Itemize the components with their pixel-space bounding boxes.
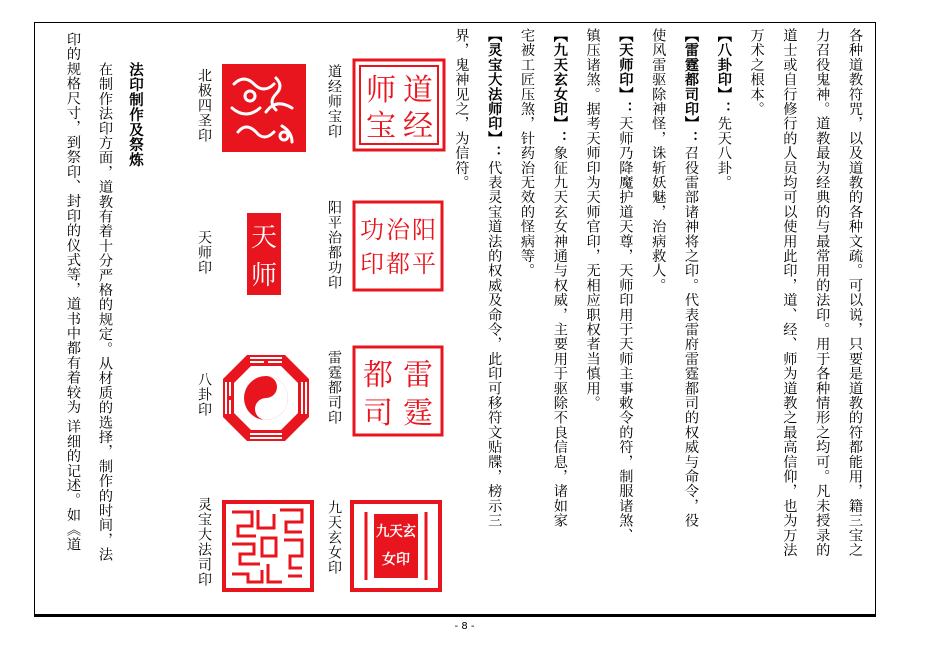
seal-name-label: 【雷霆都司印】： [683,28,699,146]
seal-beiji [220,62,308,154]
caption-daojingshi: 道经师宝印 [326,64,342,139]
text-column [485,28,503,618]
seal-leiting-char-3: 都 [363,358,393,393]
seal-bagua [220,352,312,444]
caption-leiting: 雷霆都司印 [326,350,342,425]
caption-lingbao: 灵宝大法司印 [196,497,212,587]
text-column [846,28,864,618]
seal-daojingshi [352,58,446,152]
seal-name-label: 【灵宝大法师印】： [486,28,503,161]
text-run: 代表灵宝道法的权威及命令，此印可移符文贴牒，榜示三 [486,160,503,528]
seal-name-label: 【天师印】： [617,28,634,117]
text-run: 镇压诸煞。据考天师印为天师官印，无相应职权者当慎用。 [584,28,601,411]
text-run: 各种道教符咒，以及道教的各种文疏。可以说，只要是道教的符都能用，籍三宝之 [847,28,863,558]
text-column [715,28,733,618]
text-run: 界，鬼神见之，为信符。 [453,28,470,190]
seal-tianshi [246,212,282,296]
seal-yangping-char-1: 阳 [412,216,436,244]
seal-daojingshi-char-1: 道 [403,73,433,108]
text-column [452,28,470,618]
seal-daojingshi-char-3: 师 [366,73,396,108]
seal-yangping [352,200,444,292]
text-run: 召役雷部诸神将之印。代表雷府雷霆都司的权威与命令，役 [683,145,699,528]
seal-daojingshi-char-2: 经 [403,109,433,144]
seal-lingbao [222,500,314,592]
text-run: 万术之根本。 [748,28,765,117]
text-run: 力召役鬼神。道教最为经典的与最常用的法印。用于各种情形之均可。凡未授录的 [814,28,831,558]
seal-yangping-char-3: 治 [386,216,410,244]
caption-beiji: 北极四圣印 [196,68,212,143]
text-column [813,28,831,618]
text-run: 先天八卦。 [715,116,732,190]
text-run: 宅被工匠压煞，针药治无效的怪病等。 [519,28,535,278]
text-column [518,28,536,618]
text-run: 象征九天玄女神通与权威，主要用于驱除不良信息，诸如家 [551,145,568,528]
seal-tianshi-char-2: 师 [250,261,278,291]
text-run: 道士或自行修行的人员均可以使用此印，道、经、师为道教之最高信仰，也为万法 [781,28,798,558]
seal-leiting [352,345,444,437]
text-column [780,28,798,618]
text-run: 使风雷驱除神怪，诛斩妖魅，治病救人。 [650,28,667,293]
seal-yangping-char-6: 印 [360,250,384,278]
text-column [682,28,700,618]
seal-tianshi-char-1: 天 [250,223,278,253]
seal-yangping-char-4: 都 [386,250,410,278]
text-column [584,28,602,618]
seal-daojingshi-char-4: 宝 [366,109,396,144]
seal-jiutian [350,500,442,592]
body-line: 在制作法印方面，道教有着十分严格的规定。从材质的选择，制作的时间，法 [97,62,113,562]
text-run: 天师乃降魔护道天尊，天师印用于天师主事敕令的符，制服诸煞、 [617,116,634,543]
seal-leiting-char-2: 霆 [403,396,433,431]
text-column [649,28,667,618]
seal-yangping-char-5: 功 [360,216,384,244]
page-number: - 8 - [454,621,475,632]
seal-name-label: 【八卦印】： [715,28,732,117]
text-column [748,28,766,618]
body-line: 印的规格尺寸，到祭印、封印的仪式等，道书中都有着较为 详细的记述。如《道 [65,32,81,552]
seal-leiting-char-1: 雷 [403,358,433,393]
caption-bagua: 八卦印 [196,372,212,417]
text-column [551,28,569,618]
seal-jiutian-inscription-2: 女印 [382,552,410,568]
seal-jiutian-inscription: 九天玄 [376,524,418,540]
seal-yangping-char-2: 平 [412,250,436,278]
section-heading: 法印制作及祭炼 [127,62,143,167]
caption-tianshi: 天师印 [196,230,212,275]
text-column [616,28,634,618]
caption-yangping: 阳平治都功印 [326,200,342,290]
seal-name-label: 【九天玄女印】： [551,28,568,146]
seal-leiting-char-4: 司 [363,396,393,431]
caption-jiutian: 九天玄女印 [326,500,342,575]
